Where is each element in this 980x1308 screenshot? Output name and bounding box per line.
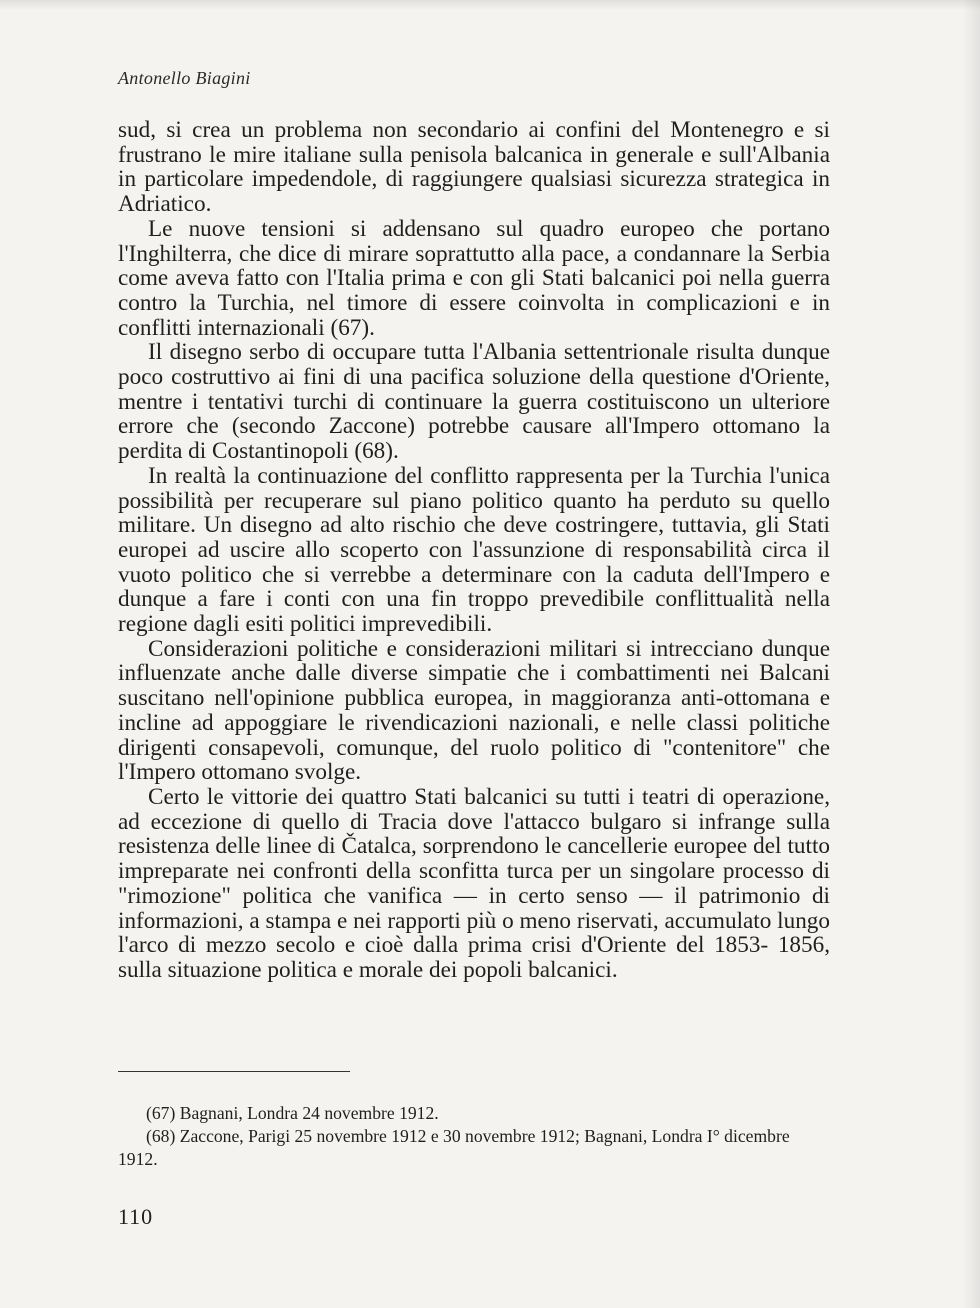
- footnote-67: (67) Bagnani, Londra 24 novembre 1912.: [146, 1103, 439, 1123]
- body-text: [118, 118, 830, 983]
- page-number: 110: [118, 1204, 154, 1229]
- footnote-separator: [118, 1071, 350, 1072]
- paragraph-4: In realtà la continuazione del conflitto rappresenta per la Turchia l'unica possibilità per recuperare sul piano politico quanto ha perduto su quello militare. Un disegno ad alto rischio che deve costringere, tuttavia, gli Stati europei ad uscire allo scoperto con l'assunzione di responsabilità circa il vuoto politico che si verrebbe a determinare con la caduta dell'Impero e dunque a fare i conti con una fin troppo prevedibile conflittualità nella regione dagli esiti politici imprevedibili.: [118, 462, 830, 638]
- paragraph-6: Certo le vittorie dei quattro Stati balcanici su tutti i teatri di operazione, ad eccezione di quello di Tracia dove l'attacco bulgaro si infrange sulla resistenza delle linee di Čatalca, sorprendono le cancellerie europee del tutto impreparate nei confronti della sconfitta turca per un singolare processo di "rimozione" politica che vanifica — in certo senso — il patrimonio di informazioni, a stampa e nei rapporti più o meno riservati, accumulato lungo l'arco di mezzo secolo e cioè dalla prima crisi d'Oriente del 1853- 1856, sulla situazione politica e morale dei popoli balcanici.: [118, 783, 830, 983]
- scan-page-edge-shadow: [962, 0, 980, 1308]
- paragraph-3: Il disegno serbo di occupare tutta l'Albania settentrionale risulta dunque poco costruttivo ai fini di una pacifica soluzione della questione d'Oriente, mentre i tentativi turchi di continuare la guerra costituiscono un ulteriore errore che (secondo Zaccone) potrebbe causare all'Impero ottomano la perdita di Costantinopoli (68).: [118, 339, 830, 465]
- paragraph-2: Le nuove tensioni si addensano sul quadro europeo che portano l'Inghilterra, che dice di mirare soprattutto alla pace, a condannare la Serbia come aveva fatto con l'Italia prima e con gli Stati balcanici poi nella guerra contro la Turchia, nel timore di essere coinvolta in complicazioni e in conflitti internazionali (67).: [118, 215, 830, 341]
- footnote-68: (68) Zaccone, Parigi 25 novembre 1912 e 30 novembre 1912; Bagnani, Londra I° dicembre 1912.: [118, 1126, 790, 1169]
- paragraph-1: sud, si crea un problema non secondario ai confini del Montenegro e si frustrano le mire italiane sulla penisola balcanica in generale e sull'Albania in particolare impedendole, di raggiungere qualsiasi sicurezza strategica in Adriatico.: [118, 117, 830, 218]
- running-head-author: Antonello Biagini: [118, 68, 251, 88]
- footnotes: [118, 1102, 830, 1171]
- paragraph-5: Considerazioni politiche e considerazioni militari si intrecciano dunque influenzate anche dalle diverse simpatie che i combattimenti nei Balcani suscitano nell'opinione pubblica europea, in maggioranza anti-ottomana e incline ad appoggiare le rivendicazioni nazionali, e nelle classi politiche dirigenti consapevoli, comunque, del ruolo politico di "contenitore" che l'Impero ottomano svolge.: [118, 635, 830, 786]
- scan-top-edge: [0, 0, 980, 10]
